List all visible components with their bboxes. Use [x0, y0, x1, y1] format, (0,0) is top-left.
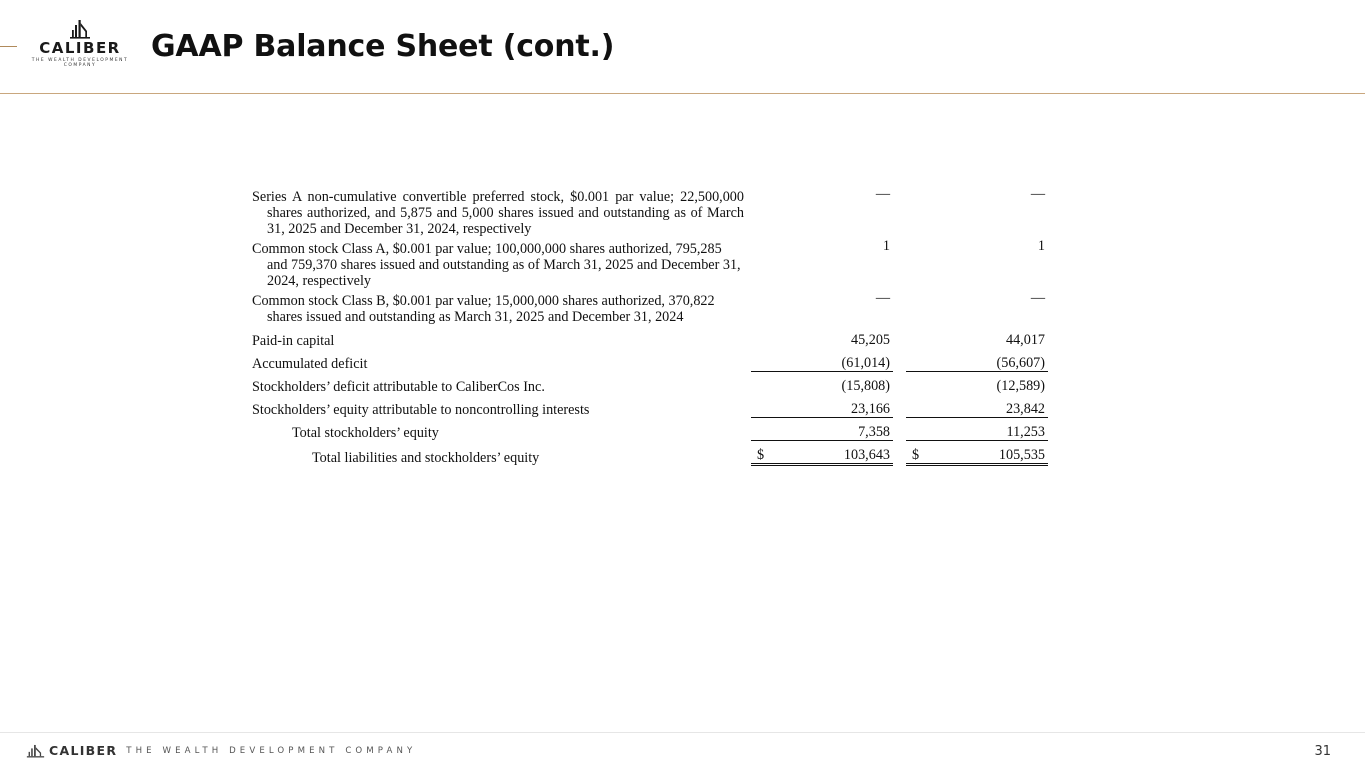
value-cell-2024: —	[1030, 186, 1045, 202]
footer-tagline: THE WEALTH DEVELOPMENT COMPANY	[126, 745, 417, 756]
value-cell-2024: 11,253	[906, 418, 1048, 441]
row-label: Series A non-cumulative convertible preferred stock, $0.001 par value; 22,500,000 shares authorized, and 5,875 and 5,000 shares issued and outstanding as of March 31, 2025 and December 31, 2024, respectively	[252, 189, 744, 237]
page-number: 31	[1314, 744, 1331, 759]
value-cell-2025: 45,205	[850, 332, 890, 348]
header-divider	[0, 93, 1365, 94]
row-label: Total stockholders’ equity	[292, 425, 439, 441]
row-label: Common stock Class A, $0.001 par value; 100,000,000 shares authorized, 795,285 and 759,370 shares issued and outstanding as of March 31, 2025 and December 31, 2024, respectively	[252, 241, 741, 289]
row-label: Paid-in capital	[252, 333, 335, 349]
logo-tagline-line2: COMPANY	[63, 63, 97, 69]
value-cell-2025: $ 103,643	[751, 441, 893, 466]
row-label: Stockholders’ deficit attributable to CaliberCos Inc.	[252, 379, 545, 395]
row-label: Total liabilities and stockholders’ equity	[312, 450, 540, 466]
table-row	[252, 238, 1048, 290]
table-row-total-equity	[252, 418, 1048, 441]
table-row	[252, 186, 1048, 238]
header-accent-dash	[0, 46, 17, 47]
currency-symbol: $	[912, 447, 920, 463]
value-cell-2025: 7,358	[751, 418, 893, 441]
value-cell-2024: 23,842	[906, 395, 1048, 418]
row-label: Stockholders’ equity attributable to noncontrolling interests	[252, 402, 590, 418]
logo-wordmark: CALIBER	[39, 39, 121, 57]
page-title: GAAP Balance Sheet (cont.)	[151, 29, 615, 64]
table-row-grand-total	[252, 441, 1048, 466]
footer-brand	[26, 743, 416, 758]
footer-divider	[0, 732, 1365, 733]
value-cell-2024: —	[1030, 290, 1045, 306]
logo-tagline-line1: THE WEALTH DEVELOPMENT	[31, 58, 129, 63]
footer-wordmark: CALIBER	[49, 743, 118, 758]
building-logo-icon	[26, 744, 45, 758]
row-label: Accumulated deficit	[252, 356, 368, 372]
table-row	[252, 290, 1048, 326]
value-cell-2025: (61,014)	[751, 349, 893, 372]
table-row	[252, 349, 1048, 372]
value-cell-2024: (56,607)	[906, 349, 1048, 372]
value-cell-2024: (12,589)	[996, 378, 1045, 394]
currency-symbol: $	[757, 447, 765, 463]
building-logo-icon	[69, 19, 91, 39]
value-cell-2024: 44,017	[1005, 332, 1045, 348]
value-cell-2025: —	[875, 290, 890, 306]
balance-sheet-table	[252, 186, 1048, 466]
table-row	[252, 395, 1048, 418]
table-row	[252, 326, 1048, 349]
value-cell-2025: —	[875, 186, 890, 202]
caliber-logo	[22, 19, 138, 69]
value-cell-2025: 23,166	[751, 395, 893, 418]
value-cell-2024: 1	[1037, 238, 1045, 254]
value-cell-2025: (15,808)	[841, 378, 890, 394]
row-label: Common stock Class B, $0.001 par value; 15,000,000 shares authorized, 370,822 shares issued and outstanding as March 31, 2025 and December 31, 2024	[252, 293, 715, 325]
table-row	[252, 372, 1048, 395]
value-cell-2025: 1	[882, 238, 890, 254]
value-cell-2024: $ 105,535	[906, 441, 1048, 466]
